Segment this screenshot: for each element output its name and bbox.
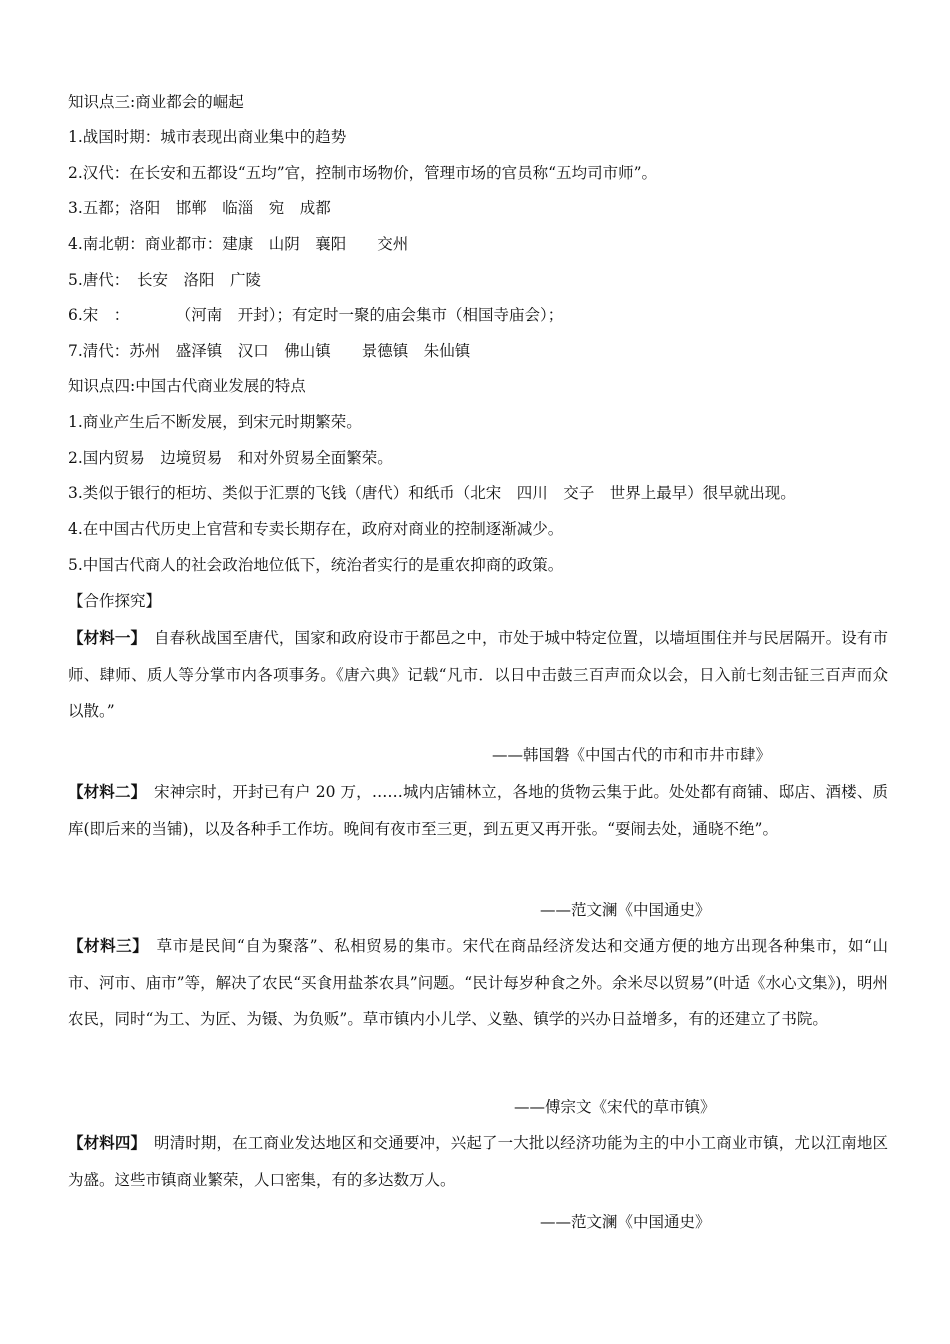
section3-item: 2.汉代：在长安和五都设“五均”官，控制市场物价，管理市场的官员称“五均司市师”。 bbox=[68, 164, 657, 182]
section4-item: 1.商业产生后不断发展，到宋元时期繁荣。 bbox=[68, 413, 362, 431]
material-text: 宋神宗时，开封已有户 20 万，……城内店铺林立，各地的货物云集于此。处处都有商铺、邸店、酒楼、质库(即后来的当铺)，以及各种手工作坊。晚间有夜市至三更，到五更又再开张。“耍闹去处，通晓不绝”。 bbox=[68, 783, 888, 838]
section4-item: 5.中国古代商人的社会政治地位低下，统治者实行的是重农抑商的政策。 bbox=[68, 556, 564, 574]
section3-item: 4.南北朝：商业都市：建康 山阴 襄阳 交州 bbox=[68, 235, 409, 253]
section3-item: 3.五都；洛阳 邯郸 临淄 宛 成都 bbox=[68, 199, 331, 217]
material-text: 自春秋战国至唐代，国家和政府设市于都邑之中，市处于城中特定位置，以墙垣围住并与民居隔开。设有市师、肆师、质人等分掌市内各项事务。《唐六典》记载“凡市．以日中击鼓三百声而众以会，日入前七刻击钲三百声而众以散。” bbox=[68, 629, 888, 720]
material-tag: 【材料三】 bbox=[68, 936, 141, 955]
material-source: ——韩国磐《中国古代的市和市井市肆》 bbox=[492, 746, 772, 764]
section3-item: 5.唐代： 长安 洛阳 广陵 bbox=[68, 271, 262, 289]
material-paragraph bbox=[68, 928, 888, 1038]
section3-heading: 知识点三:商业都会的崛起 bbox=[68, 93, 244, 111]
material-paragraph bbox=[68, 774, 888, 847]
section4-item: 4.在中国古代历史上官营和专卖长期存在，政府对商业的控制逐渐减少。 bbox=[68, 520, 564, 538]
section4-heading: 知识点四:中国古代商业发展的特点 bbox=[68, 377, 306, 395]
section3-item: 1.战国时期：城市表现出商业集中的趋势 bbox=[68, 128, 347, 146]
material-tag: 【材料一】 bbox=[68, 628, 139, 647]
section4-item: 3.类似于银行的柜坊、类似于汇票的飞钱（唐代）和纸币（北宋 四川 交子 世界上最早）很早就出现。 bbox=[68, 484, 796, 502]
cooperation-heading: 【合作探究】 bbox=[68, 592, 162, 610]
section3-item: 6.宋 ： （河南 开封）；有定时一聚的庙会集市（相国寺庙会）； bbox=[68, 306, 564, 324]
material-paragraph bbox=[68, 1125, 888, 1198]
material-tag: 【材料二】 bbox=[68, 782, 139, 801]
material-paragraph bbox=[68, 620, 888, 730]
material-text: 草市是民间“自为聚落”、私相贸易的集市。宋代在商品经济发达和交通方便的地方出现各种集市，如“山市、河市、庙市”等，解决了农民“买食用盐茶农具”问题。“民计每岁种食之外。余米尽以贸易”(叶适《水心文集》)，明州农民，同时“为工、为匠、为镊、为负贩”。草市镇内小儿学、义塾、镇学的兴办日益增多，有的还建立了书院。 bbox=[68, 937, 888, 1028]
material-text: 明清时期，在工商业发达地区和交通要冲，兴起了一大批以经济功能为主的中小工商业市镇，尤以江南地区为盛。这些市镇商业繁荣，人口密集，有的多达数万人。 bbox=[68, 1134, 888, 1189]
material-source: ——范文澜《中国通史》 bbox=[540, 901, 711, 919]
material-tag: 【材料四】 bbox=[68, 1133, 139, 1152]
material-source: ——傅宗文《宋代的草市镇》 bbox=[514, 1098, 716, 1116]
material-source: ——范文澜《中国通史》 bbox=[540, 1213, 711, 1231]
section3-item: 7.清代：苏州 盛泽镇 汉口 佛山镇 景德镇 朱仙镇 bbox=[68, 342, 471, 360]
section4-item: 2.国内贸易 边境贸易 和对外贸易全面繁荣。 bbox=[68, 449, 393, 467]
